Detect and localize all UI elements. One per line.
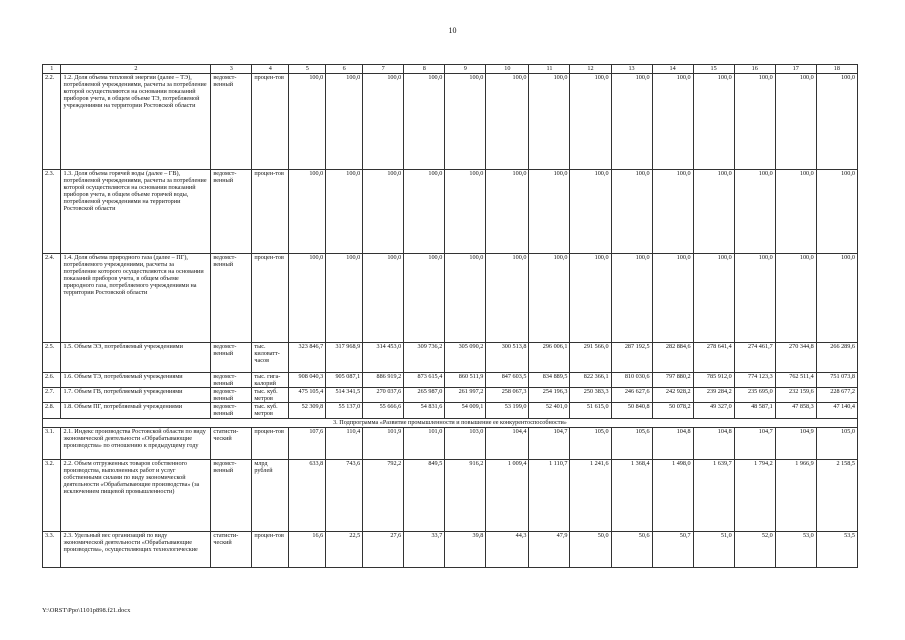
year-value-cell: 100,0 [404,74,445,170]
year-value-cell: 296 006,1 [529,343,570,373]
indicator-name-cell: 1.5. Объем ЭЭ, потребляемый учреждениями [61,343,211,373]
column-number-cell: 16 [734,65,775,74]
year-value-cell: 51 615,0 [570,403,611,418]
year-value-cell: 50 078,2 [652,403,693,418]
year-value-cell: 52 401,0 [529,403,570,418]
year-value-cell: 100,0 [611,170,652,254]
year-value-cell: 110,4 [326,427,363,459]
indicator-name-cell: 1.7. Объем ГВ, потребляемый учреждениями [61,388,211,403]
year-value-cell: 774 123,3 [734,373,775,388]
column-number-cell: 11 [529,65,570,74]
year-value-cell: 55 666,6 [363,403,404,418]
year-value-cell: 834 889,5 [529,373,570,388]
year-value-cell: 100,0 [734,74,775,170]
year-value-cell: 100,0 [816,74,857,170]
year-value-cell: 785 912,0 [693,373,734,388]
year-value-cell: 100,0 [486,254,529,343]
table-row [43,170,858,254]
year-value-cell: 104,7 [734,427,775,459]
file-path-footer: Y:\ORST\Ppo\1101p898.f21.docx [42,607,131,614]
year-value-cell: 239 284,2 [693,388,734,403]
indicator-type-cell: ведомст-венный [211,254,252,343]
year-value-cell: 100,0 [445,170,486,254]
year-value-cell: 104,9 [775,427,816,459]
year-value-cell: 104,8 [693,427,734,459]
year-value-cell: 53,0 [775,531,816,567]
subprogram-heading-row [43,418,858,427]
year-value-cell: 908 040,3 [289,373,326,388]
year-value-cell: 100,0 [570,170,611,254]
year-value-cell: 100,0 [404,170,445,254]
year-value-cell: 103,0 [445,427,486,459]
indicator-type-cell: ведомст-венный [211,170,252,254]
year-value-cell: 860 511,9 [445,373,486,388]
unit-cell: процен-тов [252,531,289,567]
year-value-cell: 100,0 [816,170,857,254]
unit-cell: процен-тов [252,170,289,254]
year-value-cell: 100,0 [652,74,693,170]
year-value-cell: 44,3 [486,531,529,567]
year-value-cell: 49 327,0 [693,403,734,418]
indicator-name-cell: 2.3. Удельный вес организаций по виду экономической деятельности «Обрабатывающие производства», осуществляющих технологические [61,531,211,567]
year-value-cell: 300 513,8 [486,343,529,373]
year-value-cell: 270 344,8 [775,343,816,373]
year-value-cell: 1 498,0 [652,459,693,531]
indicator-type-cell: ведомст-венный [211,388,252,403]
year-value-cell: 743,6 [326,459,363,531]
year-value-cell: 1 368,4 [611,459,652,531]
table-row [43,459,858,531]
row-number-cell: 2.7. [43,388,61,403]
page-number: 10 [448,26,457,35]
year-value-cell: 105,0 [816,427,857,459]
row-number-cell: 2.8. [43,403,61,418]
indicator-type-cell: ведомст-венный [211,343,252,373]
column-number-cell: 18 [816,65,857,74]
indicator-type-cell: ведомст-венный [211,373,252,388]
year-value-cell: 1 009,4 [486,459,529,531]
year-value-cell: 1 639,7 [693,459,734,531]
year-value-cell: 39,8 [445,531,486,567]
year-value-cell: 287 192,5 [611,343,652,373]
year-value-cell: 291 566,0 [570,343,611,373]
year-value-cell: 100,0 [289,74,326,170]
year-value-cell: 265 987,0 [404,388,445,403]
year-value-cell: 104,8 [652,427,693,459]
year-value-cell: 100,0 [570,254,611,343]
year-value-cell: 1 794,2 [734,459,775,531]
year-value-cell: 100,0 [445,254,486,343]
year-value-cell: 849,5 [404,459,445,531]
year-value-cell: 100,0 [775,170,816,254]
year-value-cell: 278 641,4 [693,343,734,373]
year-value-cell: 47 140,4 [816,403,857,418]
year-value-cell: 847 603,5 [486,373,529,388]
year-value-cell: 100,0 [529,74,570,170]
unit-cell: процен-тов [252,74,289,170]
row-number-cell: 2.2. [43,74,61,170]
column-number-cell: 4 [252,65,289,74]
year-value-cell: 50 840,8 [611,403,652,418]
unit-cell: млрд рублей [252,459,289,531]
year-value-cell: 246 627,6 [611,388,652,403]
year-value-cell: 100,0 [775,74,816,170]
table-row [43,343,858,373]
year-value-cell: 101,9 [363,427,404,459]
year-value-cell: 100,0 [363,74,404,170]
unit-cell: процен-тов [252,427,289,459]
column-number-cell: 1 [43,65,61,74]
year-value-cell: 104,4 [486,427,529,459]
year-value-cell: 1 241,6 [570,459,611,531]
year-value-cell: 100,0 [289,254,326,343]
year-value-cell: 51,0 [693,531,734,567]
year-value-cell: 100,0 [486,170,529,254]
table-row [43,403,858,418]
year-value-cell: 261 997,2 [445,388,486,403]
year-value-cell: 53,5 [816,531,857,567]
indicator-name-cell: 1.8. Объем ПГ, потребляемый учреждениями [61,403,211,418]
year-value-cell: 228 677,2 [816,388,857,403]
year-value-cell: 100,0 [611,254,652,343]
column-number-cell: 9 [445,65,486,74]
year-value-cell: 751 073,8 [816,373,857,388]
column-number-cell: 3 [211,65,252,74]
year-value-cell: 100,0 [816,254,857,343]
year-value-cell: 100,0 [652,254,693,343]
year-value-cell: 2 158,5 [816,459,857,531]
year-value-cell: 101,0 [404,427,445,459]
year-value-cell: 100,0 [529,254,570,343]
year-value-cell: 792,2 [363,459,404,531]
indicator-name-cell: 1.4. Доля объема природного газа (далее – ПГ), потребляемого учреждениями, расчеты за потребление которого осуществляются на основании показаний приборов учета, в общем объеме природного газа, потребляемого учреждениями на территории Ростовской области [61,254,211,343]
year-value-cell: 633,8 [289,459,326,531]
column-number-cell: 6 [326,65,363,74]
year-value-cell: 100,0 [529,170,570,254]
year-value-cell: 100,0 [734,254,775,343]
year-value-cell: 100,0 [693,254,734,343]
year-value-cell: 54 009,1 [445,403,486,418]
indicator-type-cell: ведомст-венный [211,403,252,418]
year-value-cell: 54 831,6 [404,403,445,418]
year-value-cell: 52,0 [734,531,775,567]
year-value-cell: 100,0 [326,74,363,170]
column-number-cell: 2 [61,65,211,74]
indicator-type-cell: ведомст-венный [211,459,252,531]
year-value-cell: 53 199,0 [486,403,529,418]
year-value-cell: 905 087,1 [326,373,363,388]
year-value-cell: 242 928,2 [652,388,693,403]
year-value-cell: 100,0 [570,74,611,170]
year-value-cell: 100,0 [363,170,404,254]
row-number-cell: 2.5. [43,343,61,373]
year-value-cell: 105,6 [611,427,652,459]
year-value-cell: 317 968,9 [326,343,363,373]
year-value-cell: 100,0 [611,74,652,170]
unit-cell: тыс. киловатт-часов [252,343,289,373]
unit-cell: процен-тов [252,254,289,343]
row-number-cell: 2.3. [43,170,61,254]
year-value-cell: 274 461,7 [734,343,775,373]
year-value-cell: 100,0 [289,170,326,254]
year-value-cell: 105,0 [570,427,611,459]
year-value-cell: 27,6 [363,531,404,567]
indicator-name-cell: 1.3. Доля объема горячей воды (далее – ГВ), потребляемой учреждениями, расчеты за потребление которой осуществляются на основании показаний приборов учета, в общем объеме горячей воды, потребляемой учреждениями на территории Ростовской области [61,170,211,254]
year-value-cell: 916,2 [445,459,486,531]
indicator-type-cell: статисти-ческий [211,531,252,567]
row-number-cell: 3.3. [43,531,61,567]
year-value-cell: 266 289,6 [816,343,857,373]
year-value-cell: 270 037,6 [363,388,404,403]
year-value-cell: 100,0 [693,170,734,254]
year-value-cell: 55 137,0 [326,403,363,418]
unit-cell: тыс. гига-калорий [252,373,289,388]
year-value-cell: 107,6 [289,427,326,459]
column-number-cell: 5 [289,65,326,74]
indicator-name-cell: 1.6. Объем ТЭ, потребляемый учреждениями [61,373,211,388]
column-number-cell: 13 [611,65,652,74]
year-value-cell: 50,7 [652,531,693,567]
column-number-row [43,65,858,74]
year-value-cell: 797 880,2 [652,373,693,388]
row-number-cell: 3.1. [43,427,61,459]
indicator-name-cell: 1.2. Доля объема тепловой энергии (далее – ТЭ), потребляемой учреждениями, расчеты за потребление которой осуществляются на основании показаний приборов учета, в общем объеме ТЭ, потребляемой учреждениями на территории Ростовской области [61,74,211,170]
year-value-cell: 886 919,2 [363,373,404,388]
indicator-type-cell: ведомст-венный [211,74,252,170]
year-value-cell: 282 884,6 [652,343,693,373]
year-value-cell: 22,5 [326,531,363,567]
indicator-type-cell: статисти-ческий [211,427,252,459]
year-value-cell: 100,0 [326,254,363,343]
year-value-cell: 258 067,3 [486,388,529,403]
year-value-cell: 50,0 [570,531,611,567]
unit-cell: тыс. куб. метров [252,388,289,403]
year-value-cell: 232 159,6 [775,388,816,403]
row-number-cell: 3.2. [43,459,61,531]
year-value-cell: 873 615,4 [404,373,445,388]
year-value-cell: 33,7 [404,531,445,567]
year-value-cell: 305 090,2 [445,343,486,373]
year-value-cell: 100,0 [445,74,486,170]
table-row [43,254,858,343]
year-value-cell: 1 110,7 [529,459,570,531]
subprogram-heading: 3. Подпрограмма «Развитие промышленности и повышение ее конкурентоспособности» [43,418,858,427]
column-number-cell: 12 [570,65,611,74]
year-value-cell: 254 196,3 [529,388,570,403]
year-value-cell: 50,6 [611,531,652,567]
table-row [43,531,858,567]
table-row [43,427,858,459]
indicators-table [42,64,858,568]
table-row [43,74,858,170]
year-value-cell: 100,0 [734,170,775,254]
year-value-cell: 47,9 [529,531,570,567]
year-value-cell: 475 105,4 [289,388,326,403]
year-value-cell: 810 030,6 [611,373,652,388]
year-value-cell: 48 587,1 [734,403,775,418]
year-value-cell: 762 511,4 [775,373,816,388]
year-value-cell: 323 846,7 [289,343,326,373]
year-value-cell: 100,0 [326,170,363,254]
year-value-cell: 314 453,0 [363,343,404,373]
unit-cell: тыс. куб. метров [252,403,289,418]
year-value-cell: 47 858,3 [775,403,816,418]
column-number-cell: 15 [693,65,734,74]
column-number-cell: 8 [404,65,445,74]
year-value-cell: 822 366,1 [570,373,611,388]
indicator-name-cell: 2.1. Индекс производства Ростовской области по виду экономической деятельности «Обрабатывающие производства» по отношению к предыдущему году [61,427,211,459]
indicator-name-cell: 2.2. Объем отгруженных товаров собственного производства, выполненных работ и услуг собственными силами по виду экономической деятельности «Обрабатывающие производства» (за исключением пищевой промышленности) [61,459,211,531]
year-value-cell: 235 695,0 [734,388,775,403]
year-value-cell: 1 966,9 [775,459,816,531]
year-value-cell: 100,0 [693,74,734,170]
year-value-cell: 100,0 [775,254,816,343]
table-row [43,373,858,388]
year-value-cell: 100,0 [404,254,445,343]
column-number-cell: 17 [775,65,816,74]
column-number-cell: 7 [363,65,404,74]
row-number-cell: 2.4. [43,254,61,343]
table-body [43,65,858,568]
year-value-cell: 100,0 [652,170,693,254]
year-value-cell: 52 309,8 [289,403,326,418]
year-value-cell: 100,0 [486,74,529,170]
year-value-cell: 104,7 [529,427,570,459]
table-row [43,388,858,403]
year-value-cell: 100,0 [363,254,404,343]
year-value-cell: 514 341,5 [326,388,363,403]
column-number-cell: 10 [486,65,529,74]
year-value-cell: 16,6 [289,531,326,567]
column-number-cell: 14 [652,65,693,74]
year-value-cell: 250 383,3 [570,388,611,403]
year-value-cell: 309 736,2 [404,343,445,373]
row-number-cell: 2.6. [43,373,61,388]
